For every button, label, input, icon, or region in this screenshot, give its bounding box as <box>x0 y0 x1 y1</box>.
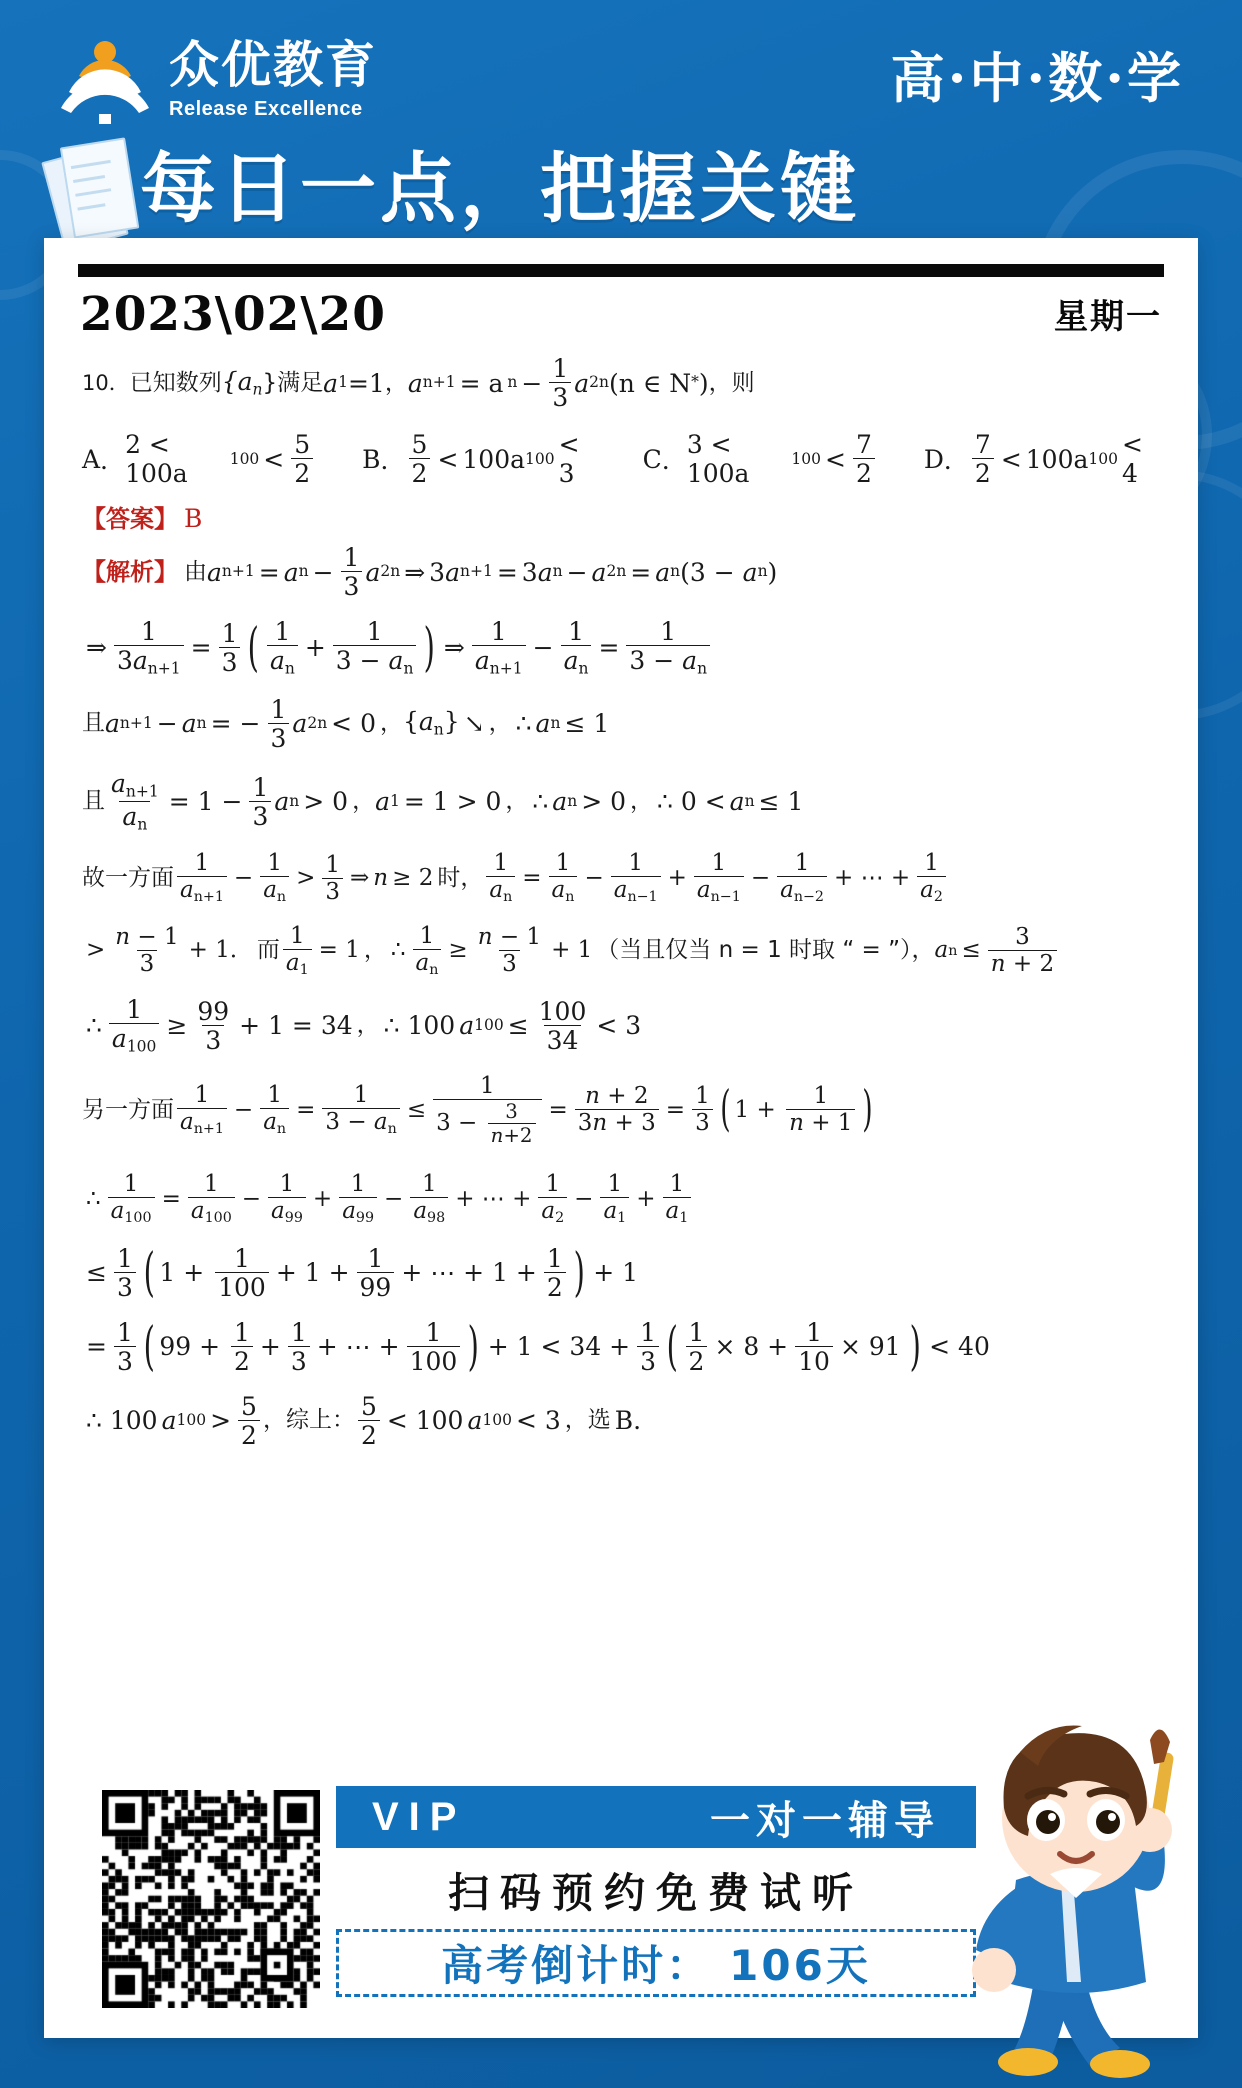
analysis-line-6: > $\frac{n - 1}{3}$ + 1． 而 $\frac{1}{a_1}$ = 1 ， ∴ $\frac{1}{a_n}$ ≥ $\frac{n - 1}{3}$ + 1 （当且仅当 n = 1 时取 “ = ”）， a n ≤ $\frac{3}{n + 2}$ <box>82 925 1160 977</box>
options-row <box>82 430 1160 488</box>
rec-lhs-sub: n+1 <box>422 373 456 392</box>
countdown-label: 高考倒计时： <box>441 1941 712 1990</box>
brand-name-cn: 众优教育 <box>169 36 377 94</box>
domain-sup: * <box>691 373 699 392</box>
analysis-line-4: 且 $\frac{a_{n+1}}{a_n}$ = 1 − $\frac{1}{3}$ a n > 0 ， a 1 = 1 > 0 ， ∴ a n > 0 ， ∴ 0 < a n ≤ 1 <box>82 768 804 833</box>
problem-body <box>74 356 1168 1448</box>
analysis-line-11: = $\frac{1}{3}$ ( 99 + $\frac{1}{2}$ + $\frac{1}{3}$ + ⋯ + $\frac{1}{100}$ ) + 1 < 34 + $\frac{1}{3}$ ( $\frac{1}{2}$ × 8 + $\frac{1}{10}$ × 91 ) < 40 <box>86 1316 990 1377</box>
option-a-key: A <box>82 444 101 474</box>
vip-label: VIP <box>372 1794 467 1839</box>
rec-lhs: a <box>407 368 423 398</box>
top-rule <box>78 264 1164 277</box>
option-c-key: C <box>642 444 662 474</box>
brand-name-en: Release Excellence <box>169 98 363 120</box>
option-c[interactable]: C ． 3 < 100a 100 < $\frac{7}{2}$ <box>643 430 878 488</box>
final-choice: B. <box>614 1406 642 1436</box>
a1-value: =1 <box>347 368 385 398</box>
option-a-pre: 2 < 100a <box>125 430 188 488</box>
stem-prefix: 已知数列 <box>129 369 222 396</box>
option-d-pre: 100a <box>1025 444 1089 474</box>
a1: a <box>323 368 339 398</box>
option-d-fraction: $\frac{7}{2}$ <box>972 432 994 486</box>
problem-number: 10 <box>82 370 109 395</box>
scan-instruction: 扫码预约免费试听 <box>448 1869 864 1917</box>
option-a-fraction: $\frac{5}{2}$ <box>291 432 313 486</box>
analysis-line-7: ∴ $\frac{1}{a_{100}}$ ≥ $\frac{99}{3}$ + 1 = 34 ， ∴ 100 a 100 ≤ $\frac{100}{34}$ < 3 <box>86 994 642 1056</box>
option-c-pre: 3 < 100a <box>686 430 750 488</box>
fraction-one-third: $\frac{1}{3}$ <box>549 356 571 410</box>
rec-tail-sub: n <box>599 373 609 392</box>
analysis-line-10: ≤ $\frac{1}{3}$ ( 1 + $\frac{1}{100}$ + 1 + $\frac{1}{99}$ + ⋯ + 1 + $\frac{1}{2}$ ) + 1 <box>86 1242 639 1303</box>
rec-tail-sup: 2 <box>589 373 599 392</box>
option-b-pre: 100a <box>462 444 526 474</box>
option-c-fraction: $\frac{7}{2}$ <box>853 432 875 486</box>
radiating-book-icon <box>55 34 155 124</box>
minus-sign: − <box>521 368 543 398</box>
analysis-line-8: 另一方面 $\frac{1}{a_{n+1}}$ − $\frac{1}{a_n}$ = $\frac{1}{3 - a_n}$ ≤ 1 3 − $\frac{3}{n+2}$ = $\frac{n + 2}{3n + 3}$ = $\frac{1}{3}$ ( 1 + $\frac{1}{n + 1}$ ) <box>82 1072 874 1147</box>
option-b-key: B <box>362 444 381 474</box>
domain: (n ∈ N <box>608 368 692 398</box>
problem-stem: 10 ． 已知数列 {$a_n$ }满足 a 1 =1 ， a n+1 = a n − $\frac{1}{3}$ a 2 n (n ∈ N * ) ，则 <box>82 354 755 412</box>
rec-eq-sub: n <box>507 373 518 392</box>
option-d-key: D <box>923 444 944 474</box>
qr-code[interactable] <box>102 1790 320 2008</box>
analysis-line-3: 且 a n+1 − a n = − $\frac{1}{3}$ a 2 n < 0 ， $\{a_n\}$ ↘ ， ∴ a n ≤ 1 <box>82 694 610 753</box>
then-text: ，则 <box>708 369 755 396</box>
headline: 每日一点，把握关键 <box>140 144 860 233</box>
vip-banner[interactable] <box>336 1786 976 1848</box>
domain-close: ) <box>698 368 709 398</box>
rec-eq: = a <box>459 368 504 398</box>
weekday-text: 星期一 <box>1054 297 1162 337</box>
answer-tag: 【答案】 <box>82 504 178 533</box>
analysis-conclusion: ∴ 100 a 100 > $\frac{5}{2}$ ，综上： $\frac{5}{2}$ < 100 a 100 < 3 ，选 B. <box>86 1391 642 1450</box>
analysis-line-5: 故一方面 $\frac{1}{a_{n+1}}$ − $\frac{1}{a_n}$ > $\frac{1}{3}$ ⇒ n ≥ 2 时， $\frac{1}{a_n}$ = $\frac{1}{a_n}$ − $\frac{1}{a_{n-1}}$ + $\frac{1}{a_{n-1}}$ − $\frac{1}{a_{n-2}}$ + ⋯ + $\frac{1}{a_2}$ <box>82 852 1160 904</box>
option-a[interactable]: A ． 2 < 100a 100 < $\frac{5}{2}$ <box>82 430 316 488</box>
stem-seq-sub: n <box>252 379 263 398</box>
analysis-line-1: 【解析】 由 a n+1 = a n − $\frac{1}{3}$ a 2 n ⇒ 3 a n+1 = 3 a n − a 2 n = a n (3 − a n ) <box>82 543 778 601</box>
date-bar <box>80 287 1162 342</box>
analysis-line-2: ⇒ $\frac{1}{3a_{n+1}}$ = $\frac{1}{3}$ ( $\frac{1}{a_n}$ + $\frac{1}{3 - a_n}$ ) ⇒ $\frac{1}{a_{n+1}}$ − $\frac{1}{a_n}$ = $\frac{1}{3 - a_n}$ <box>82 619 1160 677</box>
stem-mid: }满足 <box>262 369 324 396</box>
a1-sub: 1 <box>338 373 348 392</box>
mascot-illustration <box>924 1712 1224 2082</box>
option-d[interactable]: D ． $\frac{7}{2}$ < 100a 100 < 4 <box>923 430 1143 488</box>
analysis-line-9: ∴ $\frac{1}{a_{100}}$ = $\frac{1}{a_{100}}$ − $\frac{1}{a_{99}}$ + $\frac{1}{a_{99}}$ − $\frac{1}{a_{98}}$ + ⋯ + $\frac{1}{a_2}$ − $\frac{1}{a_1}$ + $\frac{1}{a_1}$ <box>82 1173 1160 1225</box>
brand-logo <box>55 34 377 124</box>
answer-value: B <box>184 504 203 533</box>
date-text: 2023\02\20 <box>80 287 386 342</box>
rec-tail: a <box>574 368 590 398</box>
countdown-value: 106天 <box>729 1941 871 1990</box>
option-b-fraction: $\frac{5}{2}$ <box>409 432 431 486</box>
analysis-tag: 【解析】 <box>82 558 178 586</box>
vip-tutoring-text: 一对一辅导 <box>710 1797 940 1844</box>
option-b[interactable]: B ． $\frac{5}{2}$ < 100a 100 < 3 <box>362 430 580 488</box>
subject-label: 高·中·数·学 <box>890 46 1184 110</box>
stem-seq: {a <box>221 366 253 396</box>
countdown-box <box>336 1929 976 1997</box>
answer-line <box>82 506 1160 531</box>
